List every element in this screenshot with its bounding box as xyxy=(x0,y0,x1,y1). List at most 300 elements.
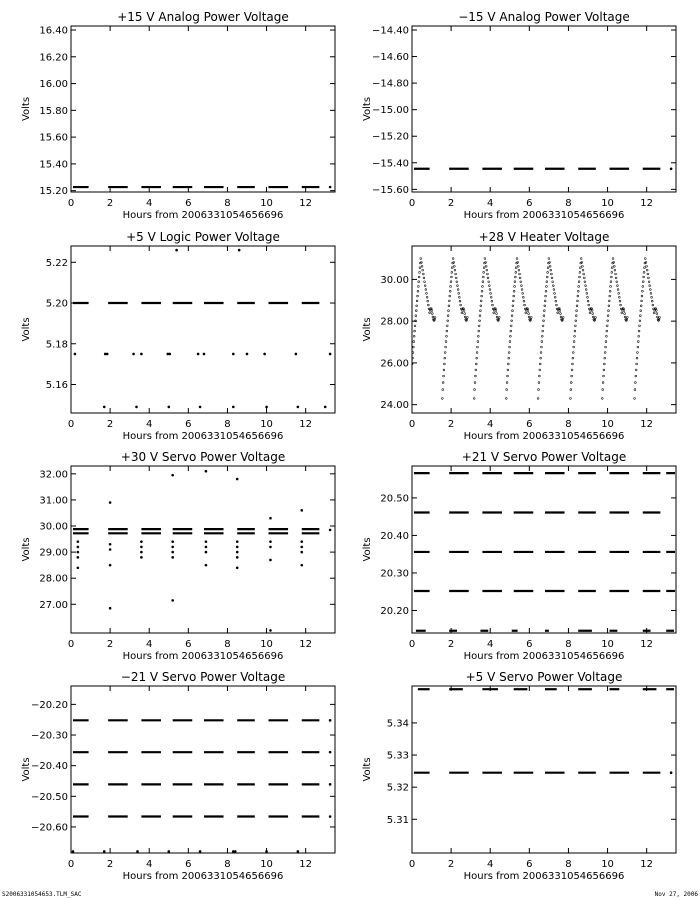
data-point xyxy=(613,262,615,264)
data-point xyxy=(609,290,611,292)
data-point xyxy=(509,346,511,348)
data-point xyxy=(448,310,450,312)
data-point xyxy=(494,308,496,310)
data-point xyxy=(583,273,585,275)
data-layer xyxy=(73,470,331,632)
data-point xyxy=(205,551,208,554)
data-point xyxy=(475,363,477,365)
data-point xyxy=(522,293,524,295)
data-point xyxy=(451,276,453,278)
data-point xyxy=(605,346,607,348)
panel-6 xyxy=(362,450,676,662)
data-point xyxy=(585,285,587,287)
data-point xyxy=(509,341,511,343)
x-tick-label: 8 xyxy=(565,419,572,430)
data-point xyxy=(611,267,613,269)
data-point xyxy=(510,330,512,332)
x-tick-label: 12 xyxy=(640,639,654,650)
y-tick-label: 5.16 xyxy=(45,379,68,391)
data-point xyxy=(461,312,463,314)
data-point xyxy=(573,346,575,348)
data-point xyxy=(483,271,485,273)
data-point xyxy=(528,313,530,315)
data-point xyxy=(617,285,619,287)
data-point xyxy=(577,295,579,297)
x-tick-label: 8 xyxy=(565,639,572,650)
data-point xyxy=(545,290,547,292)
data-point xyxy=(476,357,478,359)
data-point xyxy=(554,296,556,298)
x-tick-label: 0 xyxy=(408,859,416,870)
y-tick-label: 5.33 xyxy=(386,750,409,762)
data-point xyxy=(615,273,617,275)
data-point xyxy=(432,316,434,318)
data-point xyxy=(642,281,644,283)
data-point xyxy=(447,315,449,317)
data-point xyxy=(570,389,572,391)
y-tick-label: 30.00 xyxy=(380,274,409,286)
y-tick-label: 15.20 xyxy=(39,186,68,198)
data-point xyxy=(570,397,572,399)
data-point xyxy=(498,316,500,318)
data-point xyxy=(486,269,488,271)
x-tick-label: 10 xyxy=(260,419,273,430)
data-point xyxy=(538,375,540,377)
data-point xyxy=(520,281,522,283)
data-point xyxy=(637,341,639,343)
data-layer xyxy=(414,167,672,170)
data-point xyxy=(538,382,540,384)
data-point xyxy=(136,850,139,853)
data-point xyxy=(205,546,208,549)
data-point xyxy=(425,289,427,291)
data-point xyxy=(616,281,618,283)
data-layer xyxy=(411,258,660,400)
data-point xyxy=(444,357,446,359)
data-point xyxy=(541,346,543,348)
data-point xyxy=(476,352,478,354)
data-point xyxy=(484,258,486,260)
data-point xyxy=(168,353,171,356)
data-point xyxy=(649,285,651,287)
x-tick-label: 8 xyxy=(224,639,231,650)
y-tick-label: 32.00 xyxy=(39,469,68,481)
data-point xyxy=(551,273,553,275)
data-point xyxy=(539,363,541,365)
data-point xyxy=(480,305,482,307)
data-layer xyxy=(72,719,332,853)
data-point xyxy=(639,315,641,317)
data-point xyxy=(300,540,303,543)
data-point xyxy=(448,305,450,307)
data-point xyxy=(592,313,594,315)
data-point xyxy=(636,357,638,359)
chart-title: +5 V Servo Power Voltage xyxy=(465,670,623,684)
x-tick-label: 4 xyxy=(146,419,153,430)
data-point xyxy=(603,363,605,365)
data-point xyxy=(329,186,332,189)
x-tick-label: 6 xyxy=(185,198,192,209)
data-point xyxy=(329,353,332,356)
y-tick-label: 16.20 xyxy=(39,52,68,64)
data-point xyxy=(605,341,607,343)
data-point xyxy=(452,258,454,260)
data-point xyxy=(543,310,545,312)
data-point xyxy=(236,478,239,481)
x-tick-label: 12 xyxy=(640,198,654,209)
data-point xyxy=(479,315,481,317)
data-point xyxy=(451,271,453,273)
data-point xyxy=(449,290,451,292)
data-point xyxy=(140,540,143,543)
data-point xyxy=(464,313,466,315)
x-axis-label: Hours from 2006331054656696 xyxy=(122,871,284,882)
y-tick-label: 5.22 xyxy=(45,257,68,269)
y-tick-label: 16.40 xyxy=(39,25,68,37)
x-tick-label: 2 xyxy=(447,639,455,650)
data-point xyxy=(556,304,558,306)
x-tick-label: 4 xyxy=(487,198,494,209)
data-point xyxy=(444,352,446,354)
data-point xyxy=(608,310,610,312)
data-point xyxy=(527,308,529,310)
data-point xyxy=(496,313,498,315)
plot-frame xyxy=(412,686,676,853)
data-point xyxy=(579,267,581,269)
data-point xyxy=(644,258,646,260)
data-point xyxy=(615,277,617,279)
data-point xyxy=(269,517,272,520)
data-point xyxy=(507,369,509,371)
data-point xyxy=(413,335,415,337)
data-point xyxy=(579,271,581,273)
data-point xyxy=(421,262,423,264)
data-point xyxy=(586,293,588,295)
data-point xyxy=(641,295,643,297)
data-point xyxy=(514,281,516,283)
data-point xyxy=(652,304,654,306)
x-tick-label: 12 xyxy=(299,419,313,430)
data-point xyxy=(634,397,636,399)
footer-date: Nov 27, 2006 xyxy=(654,891,698,898)
data-point xyxy=(538,389,540,391)
data-point xyxy=(530,316,532,318)
y-tick-label: 27.00 xyxy=(39,599,68,611)
data-point xyxy=(523,300,525,302)
data-point xyxy=(550,269,552,271)
data-point xyxy=(232,406,235,409)
data-point xyxy=(446,335,448,337)
data-point xyxy=(445,346,447,348)
data-point xyxy=(236,556,239,559)
data-point xyxy=(446,325,448,327)
data-point xyxy=(199,406,202,409)
data-point xyxy=(608,300,610,302)
data-point xyxy=(109,548,112,551)
x-tick-label: 6 xyxy=(526,859,533,870)
data-point xyxy=(655,308,657,310)
panel-4 xyxy=(362,230,676,442)
data-point xyxy=(506,389,508,391)
x-tick-label: 2 xyxy=(106,859,114,870)
data-point xyxy=(450,281,452,283)
panel-5 xyxy=(21,450,335,662)
data-point xyxy=(459,300,461,302)
data-point xyxy=(644,267,646,269)
data-point xyxy=(489,289,491,291)
plot-frame xyxy=(71,246,335,413)
data-point xyxy=(636,363,638,365)
data-point xyxy=(645,262,647,264)
y-tick-label: 15.60 xyxy=(39,132,68,144)
x-tick-label: 8 xyxy=(565,198,572,209)
data-point xyxy=(429,312,431,314)
data-point xyxy=(607,315,609,317)
data-point xyxy=(514,286,516,288)
data-point xyxy=(585,289,587,291)
data-point xyxy=(638,335,640,337)
data-point xyxy=(579,276,581,278)
x-axis-label: Hours from 2006331054656696 xyxy=(122,651,284,662)
data-point xyxy=(575,320,577,322)
data-point xyxy=(103,406,106,409)
y-tick-label: −20.30 xyxy=(30,730,68,742)
data-point xyxy=(525,312,527,314)
x-tick-label: 10 xyxy=(260,639,273,650)
data-point xyxy=(265,850,268,853)
x-tick-label: 12 xyxy=(640,419,654,430)
data-point xyxy=(514,276,516,278)
y-tick-label: −15.00 xyxy=(371,105,409,117)
data-point xyxy=(329,529,332,532)
data-point xyxy=(483,267,485,269)
data-point xyxy=(572,357,574,359)
data-point xyxy=(77,556,80,559)
data-point xyxy=(553,289,555,291)
data-point xyxy=(421,265,423,267)
x-tick-label: 12 xyxy=(640,859,654,870)
data-layer xyxy=(414,689,674,774)
data-point xyxy=(515,271,517,273)
data-point xyxy=(560,316,562,318)
data-point xyxy=(485,265,487,267)
data-point xyxy=(606,330,608,332)
data-point xyxy=(634,389,636,391)
data-point xyxy=(415,310,417,312)
data-point xyxy=(601,397,603,399)
data-point xyxy=(415,315,417,317)
footer-filename: S2006331054653.TLM_SAC xyxy=(2,891,82,898)
data-point xyxy=(414,325,416,327)
y-axis-label: Volts xyxy=(21,96,32,122)
data-point xyxy=(482,286,484,288)
data-point xyxy=(496,316,498,318)
data-point xyxy=(512,305,514,307)
data-point xyxy=(205,470,208,473)
x-tick-label: 0 xyxy=(67,419,75,430)
data-point xyxy=(491,300,493,302)
x-tick-label: 10 xyxy=(601,198,614,209)
data-point xyxy=(626,316,628,318)
x-tick-label: 4 xyxy=(487,419,494,430)
data-point xyxy=(171,556,174,559)
chart-title: +15 V Analog Power Voltage xyxy=(117,10,289,24)
data-point xyxy=(588,304,590,306)
x-tick-label: 10 xyxy=(601,639,614,650)
data-point xyxy=(512,300,514,302)
data-point xyxy=(651,300,653,302)
data-point xyxy=(448,300,450,302)
x-tick-label: 0 xyxy=(408,198,416,209)
x-tick-label: 0 xyxy=(67,198,75,209)
y-tick-label: 5.20 xyxy=(45,298,68,310)
data-point xyxy=(475,375,477,377)
data-point xyxy=(648,281,650,283)
data-point xyxy=(171,474,174,477)
data-point xyxy=(595,316,597,318)
data-point xyxy=(171,551,174,554)
data-point xyxy=(512,310,514,312)
x-tick-label: 6 xyxy=(526,639,533,650)
plot-frame xyxy=(71,686,335,853)
data-point xyxy=(474,382,476,384)
data-point xyxy=(653,312,655,314)
data-point xyxy=(238,249,241,252)
x-tick-label: 6 xyxy=(185,419,192,430)
data-point xyxy=(510,325,512,327)
data-point xyxy=(623,308,625,310)
x-tick-label: 0 xyxy=(408,419,416,430)
data-point xyxy=(646,265,648,267)
data-point xyxy=(638,330,640,332)
data-point xyxy=(474,389,476,391)
data-point xyxy=(454,269,456,271)
y-tick-label: 28.00 xyxy=(39,573,68,585)
data-point xyxy=(576,310,578,312)
data-point xyxy=(641,300,643,302)
data-point xyxy=(562,316,564,318)
data-point xyxy=(453,265,455,267)
x-axis-label: Hours from 2006331054656696 xyxy=(122,210,284,221)
data-point xyxy=(167,850,170,853)
data-point xyxy=(458,293,460,295)
data-point xyxy=(547,271,549,273)
data-point xyxy=(457,289,459,291)
data-point xyxy=(449,295,451,297)
y-tick-label: 31.00 xyxy=(39,495,68,507)
data-point xyxy=(488,281,490,283)
data-point xyxy=(300,551,303,554)
data-point xyxy=(269,629,272,632)
data-point xyxy=(554,293,556,295)
data-point xyxy=(522,296,524,298)
panel-8 xyxy=(362,670,676,882)
y-tick-label: 20.20 xyxy=(380,605,409,617)
data-point xyxy=(511,320,513,322)
data-point xyxy=(559,310,561,312)
data-point xyxy=(656,313,658,315)
data-point xyxy=(412,352,414,354)
data-point xyxy=(205,540,208,543)
plot-frame xyxy=(412,466,676,633)
data-point xyxy=(197,353,200,356)
data-point xyxy=(419,271,421,273)
x-axis-label: Hours from 2006331054656696 xyxy=(463,431,625,442)
x-tick-label: 4 xyxy=(146,198,153,209)
data-point xyxy=(477,335,479,337)
data-point xyxy=(574,325,576,327)
data-point xyxy=(236,540,239,543)
data-point xyxy=(624,316,626,318)
x-axis-label: Hours from 2006331054656696 xyxy=(463,651,625,662)
data-point xyxy=(77,566,80,569)
y-axis-label: Volts xyxy=(362,96,373,122)
data-point xyxy=(479,320,481,322)
data-point xyxy=(640,305,642,307)
data-point xyxy=(482,276,484,278)
data-point xyxy=(466,316,468,318)
data-point xyxy=(608,305,610,307)
data-point xyxy=(482,281,484,283)
x-tick-label: 8 xyxy=(224,859,231,870)
data-point xyxy=(140,551,143,554)
data-point xyxy=(603,375,605,377)
y-tick-label: 30.00 xyxy=(39,521,68,533)
data-point xyxy=(132,353,135,356)
data-point xyxy=(424,285,426,287)
data-point xyxy=(74,353,77,356)
data-point xyxy=(649,289,651,291)
y-tick-label: 5.32 xyxy=(386,782,409,794)
data-point xyxy=(456,281,458,283)
data-point xyxy=(570,382,572,384)
data-point xyxy=(574,335,576,337)
y-tick-label: 28.00 xyxy=(380,316,409,328)
data-point xyxy=(583,277,585,279)
plot-frame xyxy=(412,26,676,192)
data-layer xyxy=(73,249,331,408)
data-point xyxy=(552,281,554,283)
y-tick-label: 20.30 xyxy=(380,568,409,580)
y-tick-label: −14.80 xyxy=(371,78,409,90)
data-point xyxy=(447,320,449,322)
data-point xyxy=(451,267,453,269)
data-point xyxy=(171,540,174,543)
data-point xyxy=(540,352,542,354)
data-point xyxy=(606,335,608,337)
data-point xyxy=(236,546,239,549)
data-point xyxy=(77,551,80,554)
data-point xyxy=(610,281,612,283)
data-point xyxy=(602,382,604,384)
data-point xyxy=(544,300,546,302)
x-axis-label: Hours from 2006331054656696 xyxy=(463,210,625,221)
data-point xyxy=(524,304,526,306)
x-tick-label: 12 xyxy=(299,639,313,650)
data-point xyxy=(537,397,539,399)
x-tick-label: 2 xyxy=(106,198,114,209)
data-point xyxy=(420,258,422,260)
data-point xyxy=(624,313,626,315)
data-point xyxy=(604,357,606,359)
data-point xyxy=(140,546,143,549)
data-point xyxy=(547,267,549,269)
data-point xyxy=(587,300,589,302)
data-point xyxy=(639,320,641,322)
data-point xyxy=(443,363,445,365)
data-point xyxy=(446,330,448,332)
data-layer xyxy=(73,186,331,189)
